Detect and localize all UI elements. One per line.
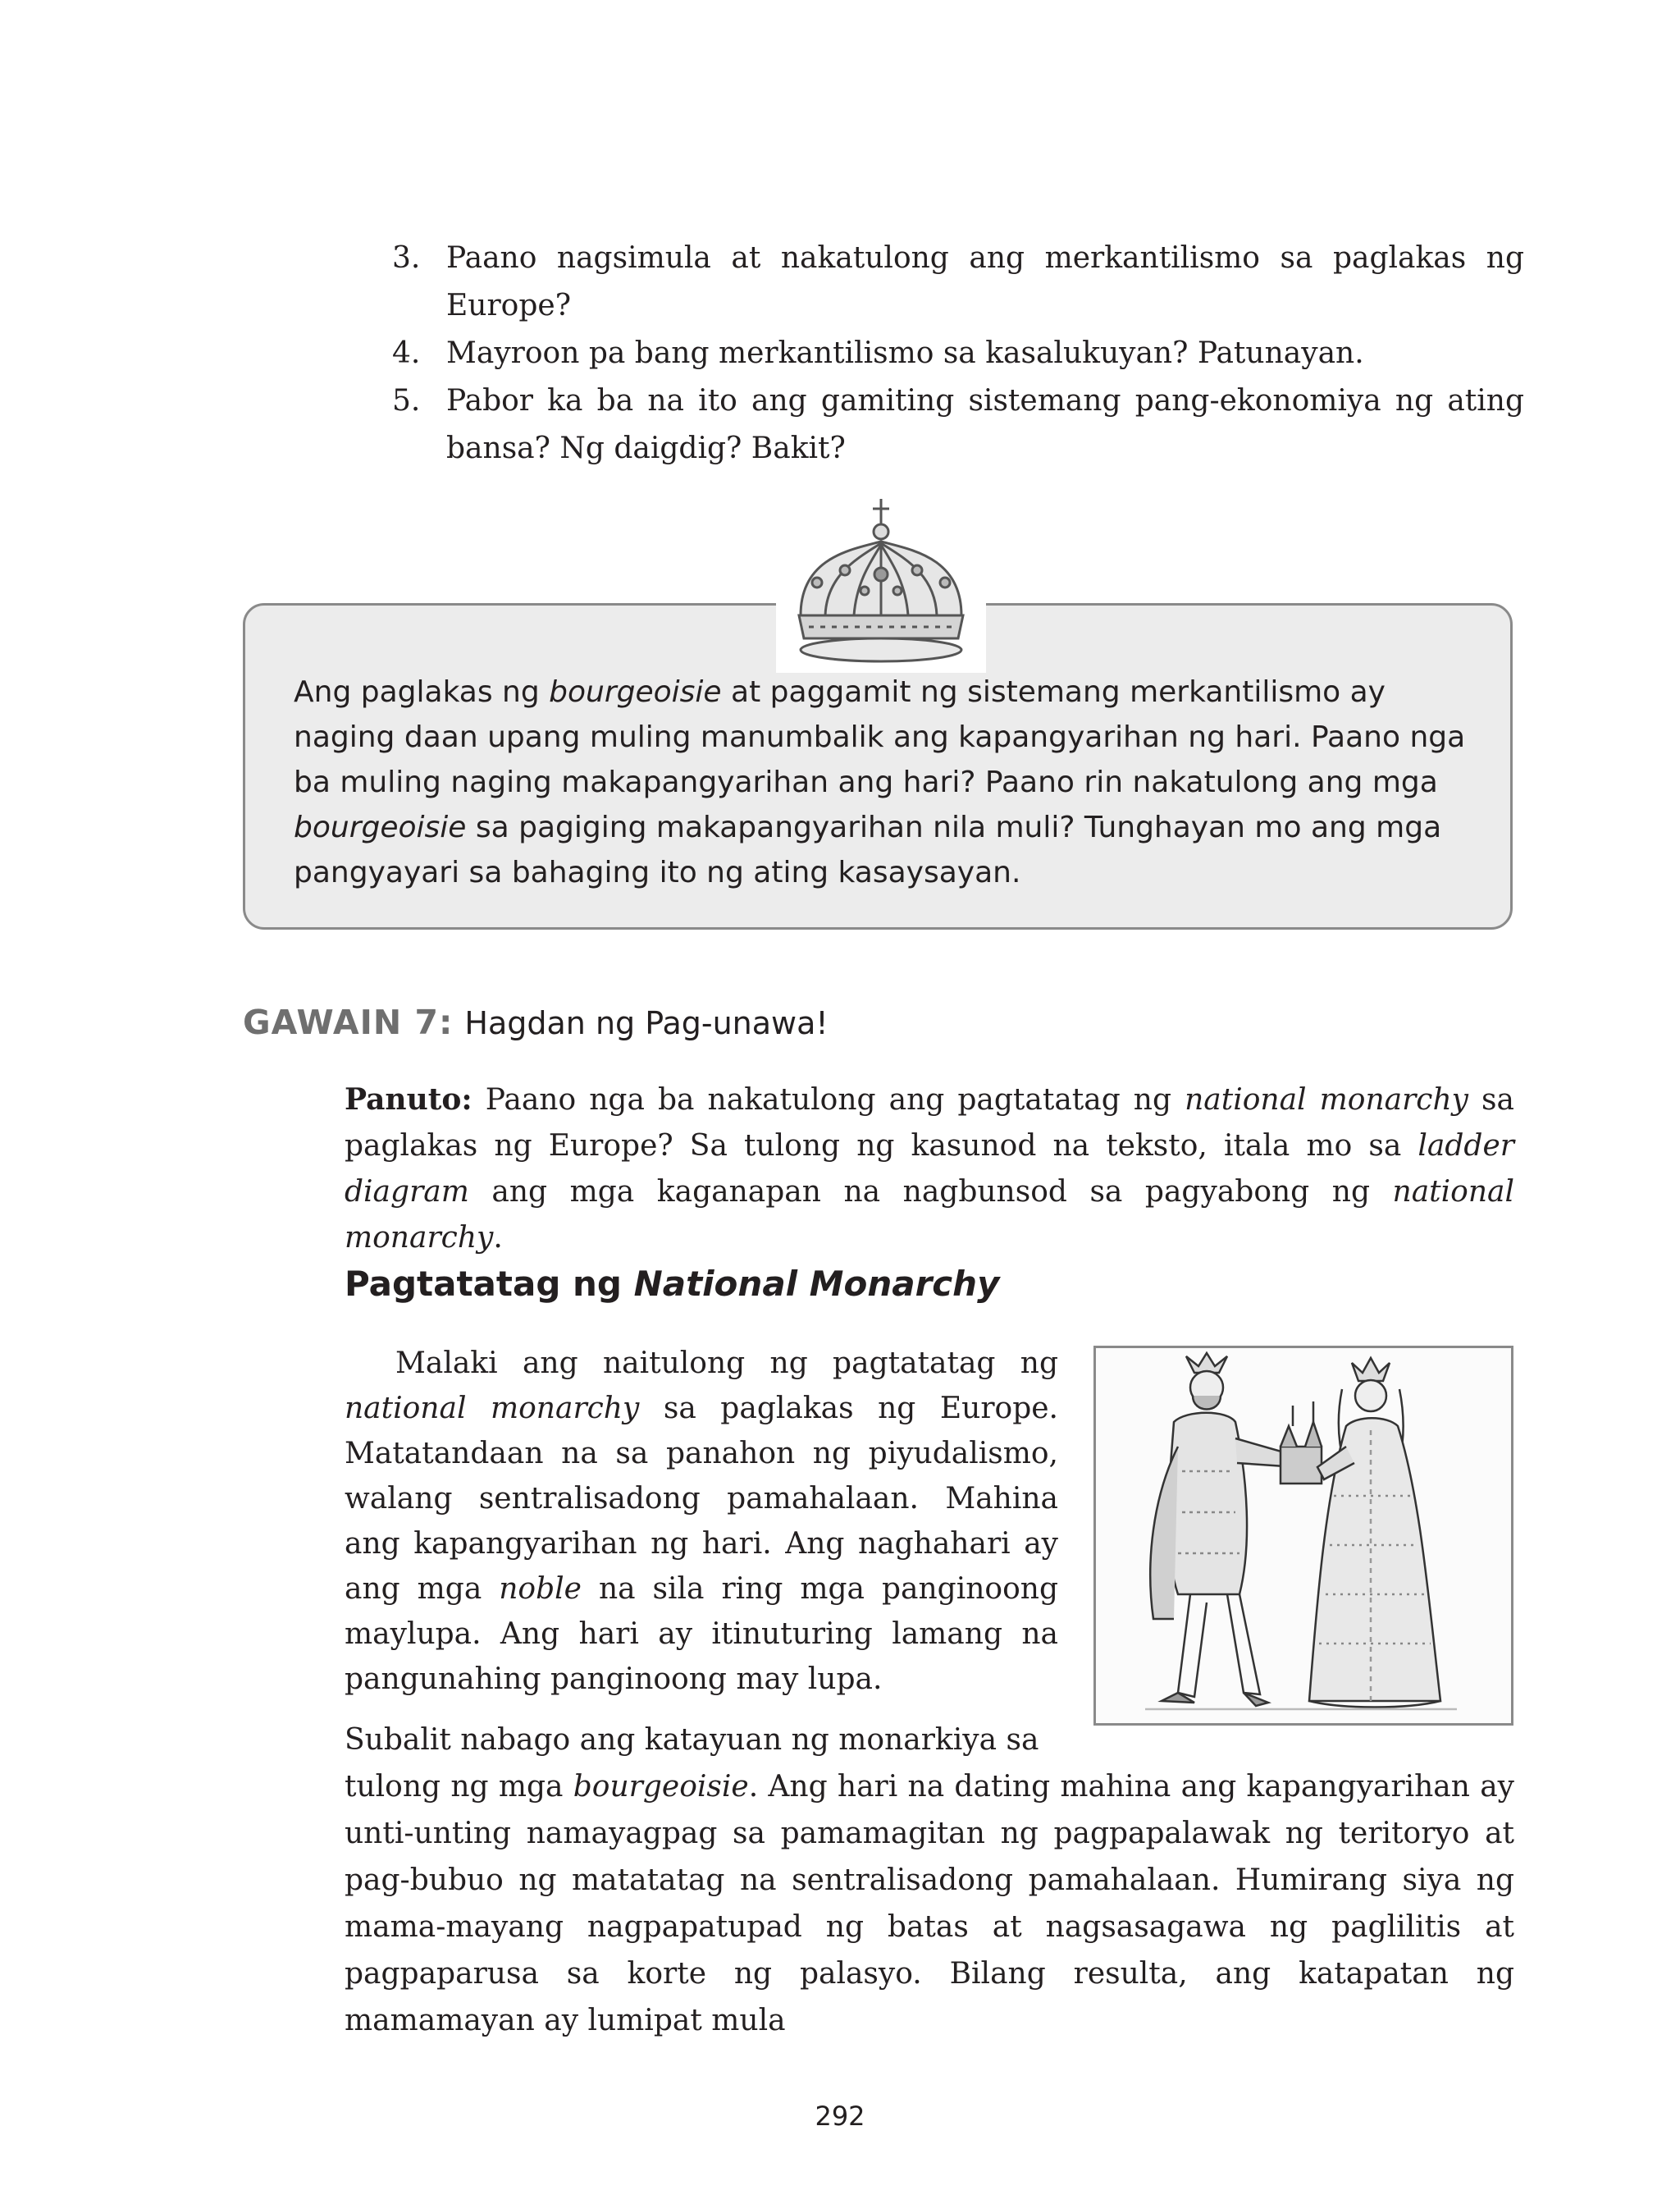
paragraph-text-block [345, 1763, 1514, 2044]
question-number: 4. [392, 336, 421, 370]
question-text: Mayroon pa bang merkantilismo sa kasalukuyan? Patunayan. [446, 336, 1364, 370]
question-list [392, 235, 1524, 473]
question-number: 5. [392, 384, 421, 418]
question-item [392, 235, 1524, 330]
callout-text [294, 670, 1475, 895]
paragraph-term: bourgeoisie [573, 1770, 749, 1804]
instructions-text: Paano nga ba nakatulong ang pagtatatag ng [472, 1083, 1185, 1117]
paragraph-text: na sila ring mga panginoong maylupa. Ang hari ay itinuturing lamang na pangunahing panginoong may lupa. [345, 1572, 1058, 1696]
paragraph-term: national monarchy [345, 1392, 640, 1425]
question-item [392, 330, 1524, 377]
paragraph-text: Malaki ang naitulong ng pagtatatag ng [395, 1346, 1058, 1380]
instructions-text: ang mga kaganapan na nagbunsod sa pagyabong ng [468, 1175, 1393, 1209]
callout-term: bourgeoisie [294, 811, 467, 844]
section-heading-text: Pagtatatag ng [345, 1264, 634, 1304]
paragraph-term: noble [499, 1572, 582, 1606]
crown-icon [776, 492, 986, 673]
instructions-term: national monarchy [1185, 1083, 1468, 1117]
section-heading [345, 1264, 999, 1304]
activity-heading [243, 1003, 829, 1042]
paragraph [345, 1717, 1514, 2044]
paragraph-text: tulong ng mga [345, 1770, 573, 1804]
instructions-text: sa paglakas ng Europe? Sa tulong ng kasunod na teksto, itala mo sa [345, 1083, 1514, 1163]
callout-term: bourgeoisie [549, 675, 722, 709]
question-text: Pabor ka ba na ito ang gamiting sistemang pang-ekonomiya ng ating bansa? Ng daigdig? Bakit? [446, 384, 1524, 465]
paragraph-line: Subalit nabago ang katayuan ng monarkiya sa [345, 1723, 1039, 1757]
figure-frame [1093, 1346, 1513, 1726]
instructions-text: . [493, 1221, 503, 1255]
activity-title: Hagdan ng Pag-unawa! [464, 1005, 829, 1041]
question-item [392, 377, 1524, 473]
paragraph [345, 1341, 1058, 1702]
paragraph-text: . Ang hari na dating mahina ang kapangyarihan ay unti-unting namayagpag sa pamamagitan ng pagpapalawak ng teritoryo at pag-bubuo ng matatatag na sentralisadong pamahalaan. Humirang siya ng mama-mayang nagpapatupad ng batas at nagsasagawa ng paglilitis at pagpaparusa sa korte ng palasyo. Bilang resulta, ang katapatan ng mamamayan ay lumipat mula [345, 1770, 1514, 2037]
instructions-label: Panuto: [345, 1082, 472, 1117]
instructions-term: national monarchy [345, 1175, 1514, 1255]
instructions [345, 1077, 1514, 1261]
activity-label: GAWAIN 7: [243, 1003, 454, 1042]
question-number: 3. [392, 241, 421, 275]
callout-text-part: Ang paglakas ng [294, 675, 550, 709]
paragraph-text: sa paglakas ng Europe. Matatandaan na sa panahon ng piyudalismo, walang sentralisadong pamahalaan. Mahina ang kapangyarihan ng hari. Ang naghahari ay ang mga [345, 1392, 1058, 1606]
page-number: 292 [815, 2101, 865, 2132]
question-text: Paano nagsimula at nakatulong ang merkantilismo sa paglakas ng Europe? [446, 241, 1524, 322]
callout-text-part: sa pagiging makapangyarihan nila muli? Tunghayan mo ang mga pangyayari sa bahaging ito ng ating kasaysayan. [294, 811, 1442, 889]
callout-text-part: at paggamit ng sistemang merkantilismo ay naging daan upang muling manumbalik ang kapangyarihan ng hari. Paano nga ba muling naging makapangyarihan ang hari? Paano rin nakatulong ang mga [294, 675, 1466, 799]
section-heading-term: National Monarchy [633, 1264, 1000, 1304]
instructions-term: ladder diagram [345, 1129, 1514, 1209]
king-queen-engraving [1096, 1348, 1511, 1723]
